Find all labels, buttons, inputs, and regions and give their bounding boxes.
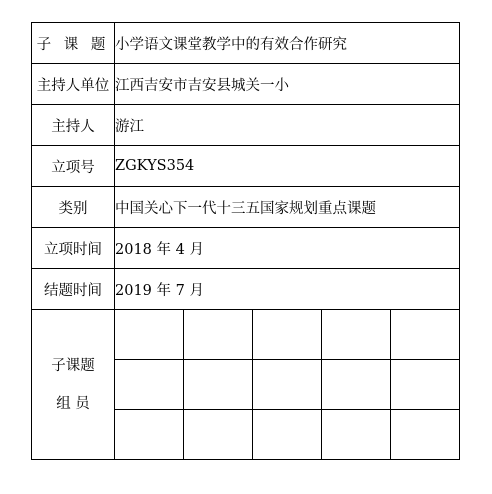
member-cell [322,410,391,460]
member-cell [391,410,460,460]
member-cell [184,310,253,360]
project-number-label: 立项号 [32,146,115,187]
table-row [32,146,460,187]
member-cell [184,410,253,460]
member-cell [322,360,391,410]
member-cell [115,410,184,460]
completion-date-value: 2019 年 7 月 [115,269,460,310]
member-cell [184,360,253,410]
member-cell [253,410,322,460]
approval-date-value: 2018 年 4 月 [115,228,460,269]
table-row [32,228,460,269]
member-cell [115,310,184,360]
project-info-table [31,22,460,460]
host-unit-label: 主持人单位 [32,64,115,105]
project-number-value: ZGKYS354 [115,146,460,187]
members-label-line1: 子课题 [51,357,95,374]
category-label: 类别 [32,187,115,228]
table-row [32,23,460,64]
member-cell [115,360,184,410]
approval-date-label: 立项时间 [32,228,115,269]
members-label [32,310,115,460]
subproject-value: 小学语文课堂教学中的有效合作研究 [115,23,460,64]
table-row [32,64,460,105]
table-row [32,187,460,228]
member-cell [253,360,322,410]
host-label: 主持人 [32,105,115,146]
host-unit-value: 江西吉安市吉安县城关一小 [115,64,460,105]
member-row [32,310,460,360]
members-label-line2: 组 员 [56,395,90,412]
table-row [32,105,460,146]
project-info-sheet [31,22,459,472]
member-cell [322,310,391,360]
member-cell [391,360,460,410]
member-cell [253,310,322,360]
completion-date-label: 结题时间 [32,269,115,310]
host-value: 游江 [115,105,460,146]
table-row [32,269,460,310]
member-cell [391,310,460,360]
subproject-label: 子 课 题 [32,23,115,64]
category-value: 中国关心下一代十三五国家规划重点课题 [115,187,460,228]
